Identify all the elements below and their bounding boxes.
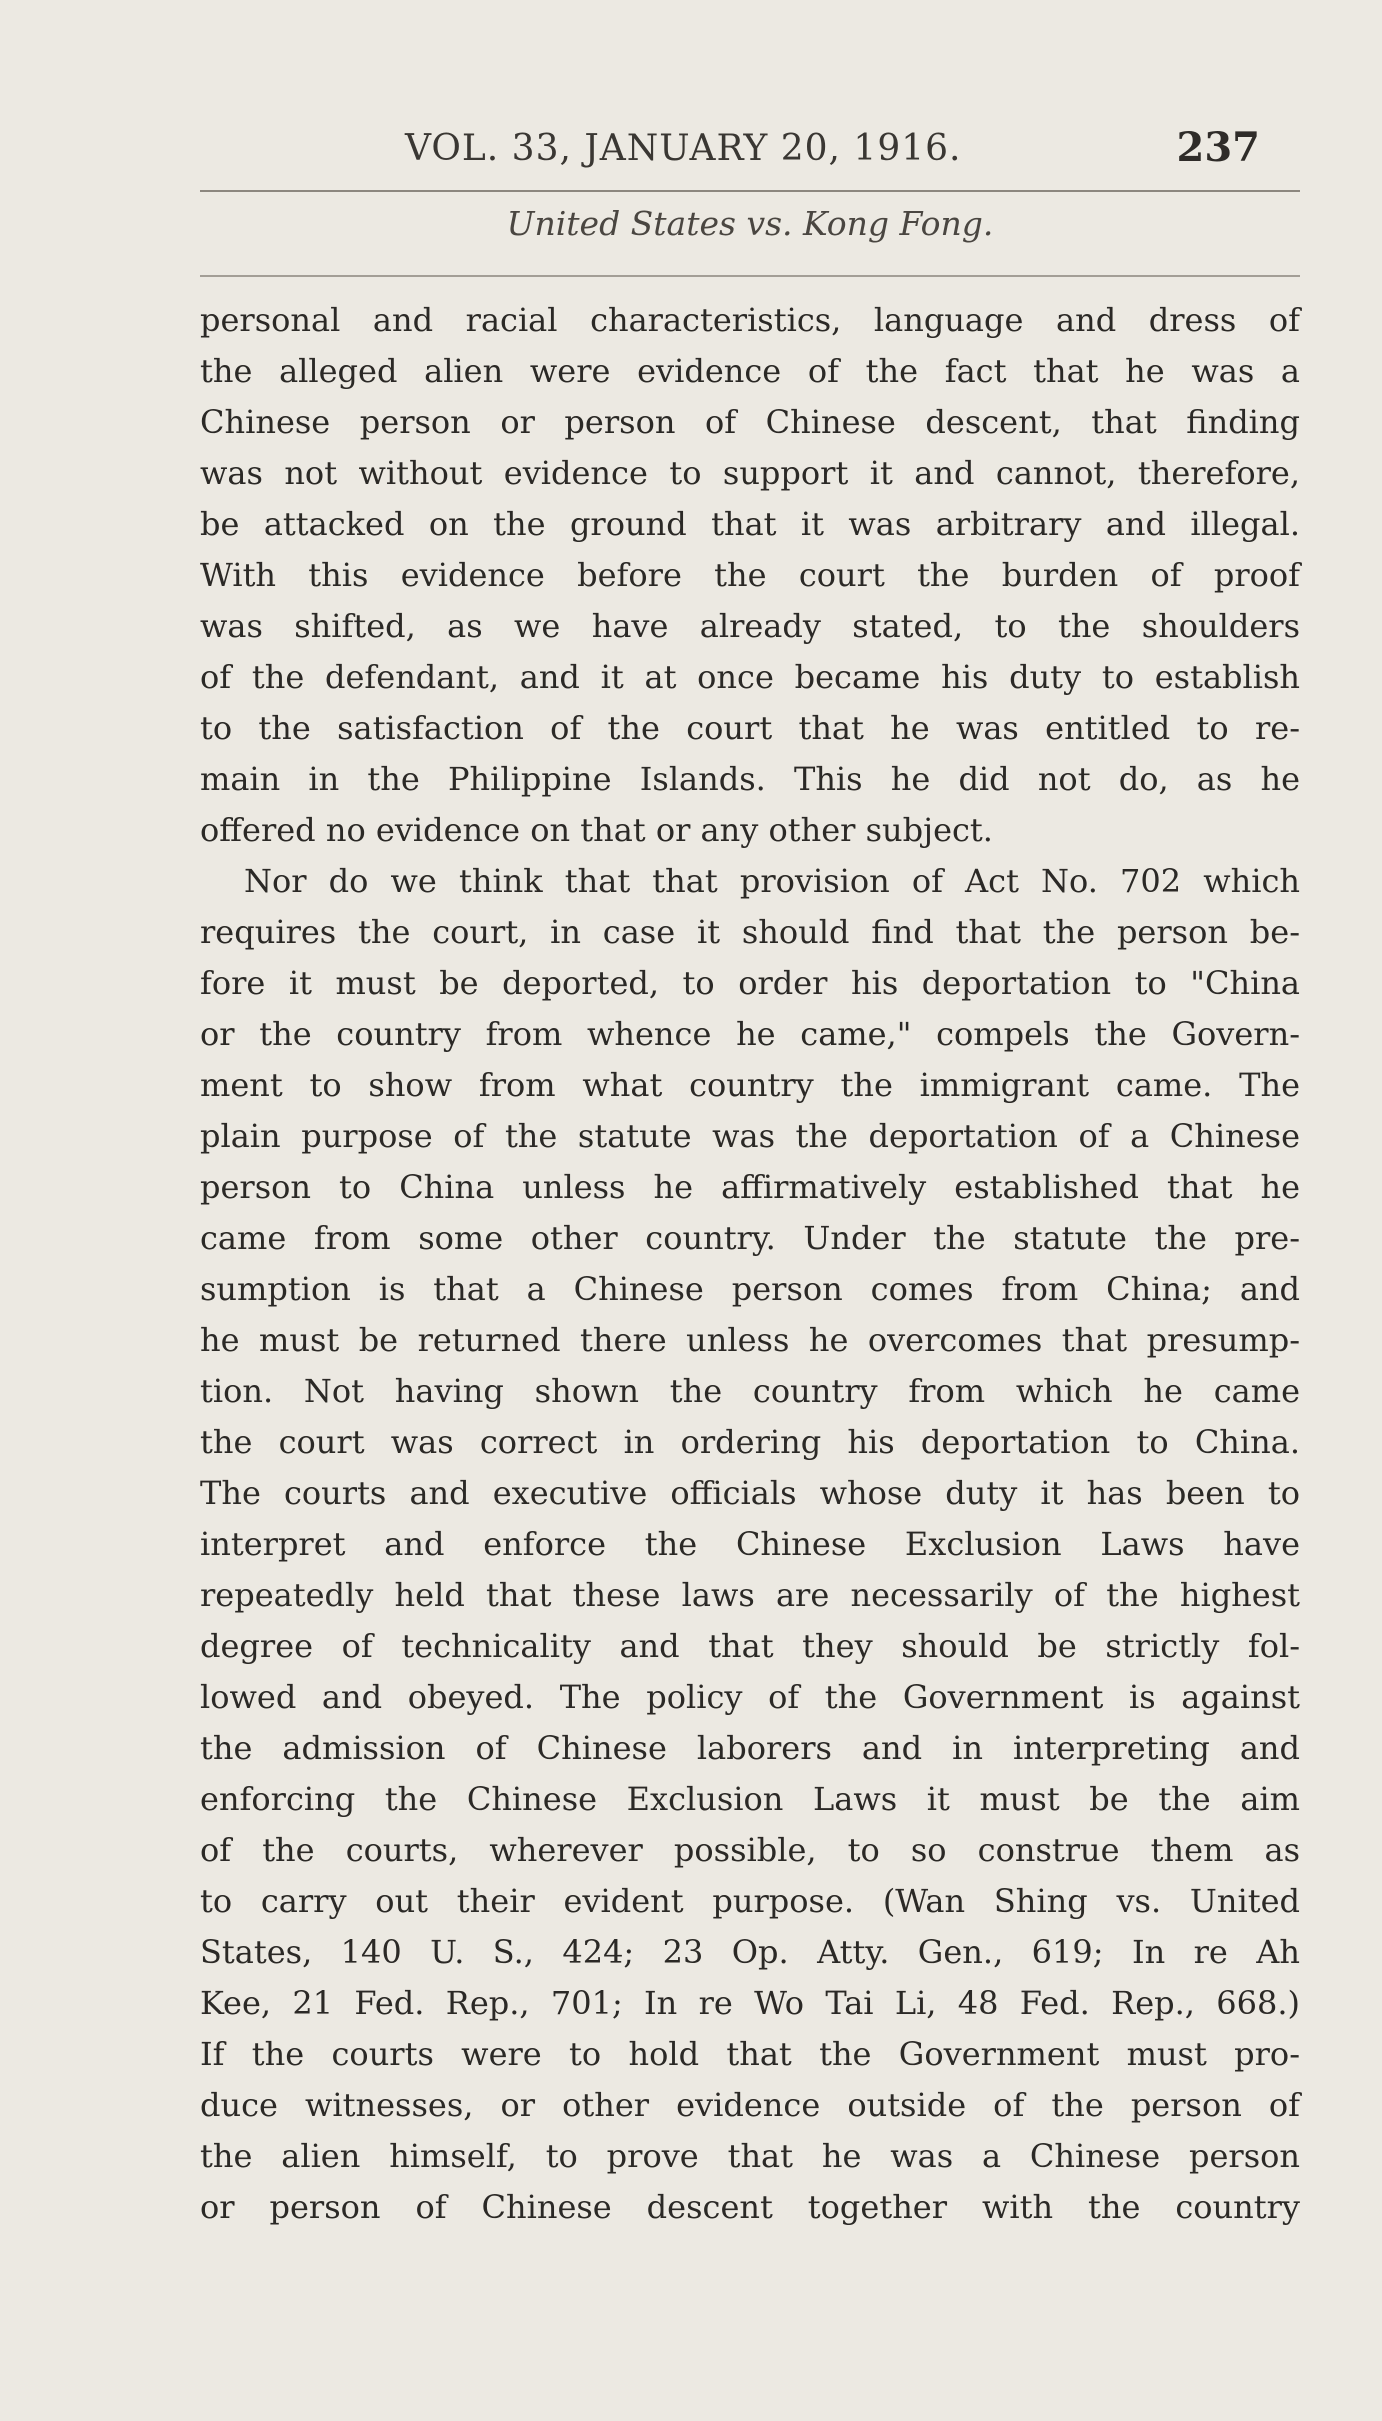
text-line: of the courts, wherever possible, to so construe them as [200, 1831, 1300, 1869]
text-line: was shifted, as we have already stated, to the shoulders [200, 607, 1300, 645]
text-line: enforcing the Chinese Exclusion Laws it must be the aim [200, 1780, 1300, 1818]
text-line: plain purpose of the statute was the deportation of a Chinese [200, 1117, 1300, 1155]
header-rule-top [200, 190, 1300, 192]
running-head: VOL. 33, JANUARY 20, 1916. [405, 128, 962, 169]
text-line: main in the Philippine Islands. This he did not do, as he [200, 760, 1300, 798]
text-line: the court was correct in ordering his deportation to China. [200, 1423, 1300, 1461]
text-line: to carry out their evident purpose. (Wan Shing vs. United [200, 1882, 1300, 1920]
text-line: he must be returned there unless he overcomes that presump- [200, 1321, 1300, 1359]
text-line: States, 140 U. S., 424; 23 Op. Atty. Gen., 619; In re Ah [200, 1933, 1300, 1971]
text-line: be attacked on the ground that it was arbitrary and illegal. [200, 505, 1300, 543]
text-line: tion. Not having shown the country from which he came [200, 1372, 1300, 1410]
text-line: lowed and obeyed. The policy of the Government is against [200, 1678, 1300, 1716]
text-line: duce witnesses, or other evidence outside of the person of [200, 2086, 1300, 2124]
text-line: Chinese person or person of Chinese descent, that finding [200, 403, 1300, 441]
text-line: was not without evidence to support it and cannot, therefore, [200, 454, 1300, 492]
text-line: or the country from whence he came," compels the Govern- [200, 1015, 1300, 1053]
text-line: of the defendant, and it at once became his duty to establish [200, 658, 1300, 696]
text-line: to the satisfaction of the court that he was entitled to re- [200, 709, 1300, 747]
text-line: Kee, 21 Fed. Rep., 701; In re Wo Tai Li, 48 Fed. Rep., 668.) [200, 1984, 1300, 2022]
page-body [200, 295, 1300, 2233]
text-line: person to China unless he affirmatively established that he [200, 1168, 1300, 1206]
text-line: the alien himself, to prove that he was a Chinese person [200, 2137, 1300, 2175]
text-line: fore it must be deported, to order his deportation to "China [200, 964, 1300, 1002]
page-number: 237 [1176, 124, 1260, 171]
text-line: interpret and enforce the Chinese Exclusion Laws have [200, 1525, 1300, 1563]
text-line: the admission of Chinese laborers and in interpreting and [200, 1729, 1300, 1767]
text-line: With this evidence before the court the burden of proof [200, 556, 1300, 594]
text-line: ment to show from what country the immigrant came. The [200, 1066, 1300, 1104]
text-line: Nor do we think that that provision of Act No. 702 which [244, 862, 1300, 900]
text-line: repeatedly held that these laws are necessarily of the highest [200, 1576, 1300, 1614]
text-line: sumption is that a Chinese person comes from China; and [200, 1270, 1300, 1308]
text-line: If the courts were to hold that the Government must pro- [200, 2035, 1300, 2073]
text-line: degree of technicality and that they should be strictly fol- [200, 1627, 1300, 1665]
text-line: or person of Chinese descent together with the country [200, 2188, 1300, 2226]
text-line: came from some other country. Under the statute the pre- [200, 1219, 1300, 1257]
text-line: The courts and executive officials whose duty it has been to [200, 1474, 1300, 1512]
text-line: personal and racial characteristics, language and dress of [200, 301, 1300, 339]
text-line: the alleged alien were evidence of the fact that he was a [200, 352, 1300, 390]
text-line: requires the court, in case it should find that the person be- [200, 913, 1300, 951]
case-title: United States vs. Kong Fong. [506, 204, 994, 243]
header-rule-bottom [200, 275, 1300, 277]
page-header [200, 118, 1300, 198]
text-line: offered no evidence on that or any other subject. [200, 811, 993, 849]
